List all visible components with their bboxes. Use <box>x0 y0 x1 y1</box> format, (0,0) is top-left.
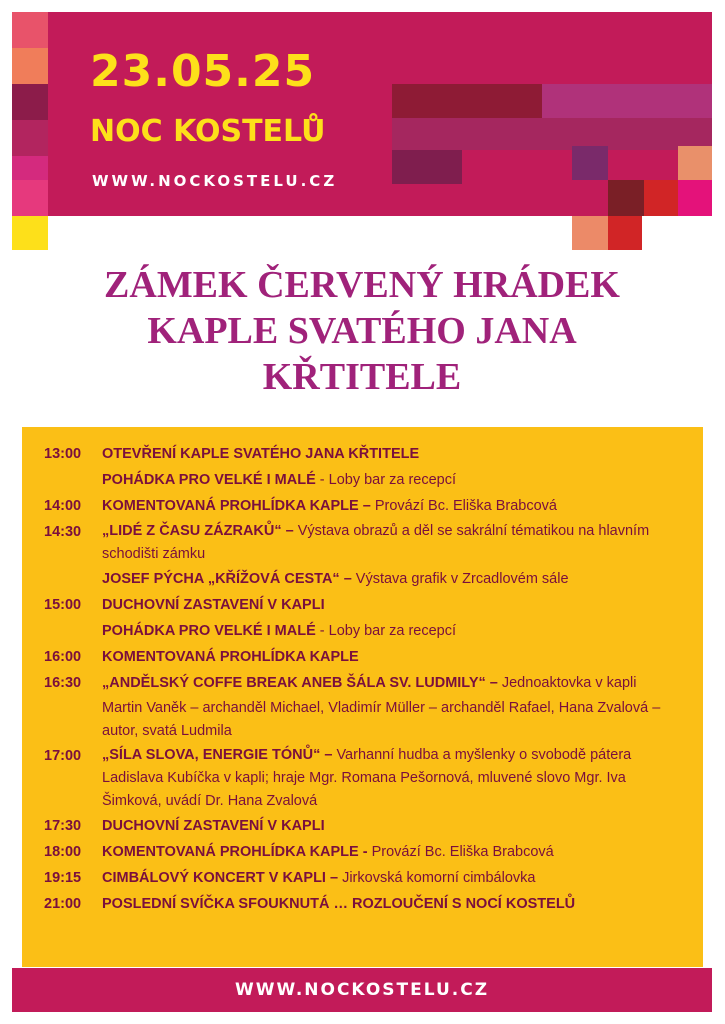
program-row <box>22 839 703 865</box>
header-banner <box>12 12 712 216</box>
program-entry <box>102 743 703 813</box>
program-desc: Provází Bc. Eliška Brabcová <box>370 498 557 514</box>
program-title: POSLEDNÍ SVÍČKA SFOUKNUTÁ … ROZLOUČENÍ S NOCÍ KOSTELŮ <box>102 896 576 912</box>
program-row <box>22 467 703 493</box>
program-title: KOMENTOVANÁ PROHLÍDKA KAPLE - <box>102 844 368 860</box>
mosaic-tile <box>678 146 712 180</box>
program-entry <box>102 670 703 696</box>
program-desc: Martin Vaněk – archanděl Michael, Vladimír Müller – archanděl Rafael, Hana Zvalová – autor, svatá Ludmila <box>102 700 661 739</box>
program-row <box>22 891 703 917</box>
program-entry <box>102 467 703 493</box>
program-time: 15:00 <box>44 597 82 613</box>
mosaic-tile <box>608 180 644 216</box>
program-row <box>22 566 703 592</box>
program-row <box>22 865 703 891</box>
program-panel <box>22 427 703 967</box>
program-time: 17:30 <box>44 818 82 834</box>
program-time: 14:00 <box>44 498 82 514</box>
program-list <box>22 441 703 917</box>
mosaic-tile <box>12 120 48 156</box>
mosaic-tile <box>392 118 712 150</box>
mosaic-tile <box>12 216 48 250</box>
mosaic-tile <box>392 150 462 184</box>
program-entry <box>102 618 703 644</box>
program-row <box>22 813 703 839</box>
program-entry <box>102 566 703 592</box>
program-title: DUCHOVNÍ ZASTAVENÍ V KAPLI <box>102 818 325 834</box>
mosaic-tile <box>12 12 48 48</box>
mosaic-tile <box>608 216 642 250</box>
program-row <box>22 441 703 467</box>
program-title: CIMBÁLOVÝ KONCERT V KAPLI – <box>102 870 339 886</box>
footer-url-link[interactable]: WWW.NOCKOSTELU.CZ <box>234 980 490 1000</box>
program-title: KOMENTOVANÁ PROHLÍDKA KAPLE – <box>102 498 371 514</box>
program-desc: Varhanní hudba a myšlenky o svobodě pátera Ladislava Kubíčka v kapli; hraje Mgr. Romana Pešornová, mluvené slovo Mgr. Iva Šimková, uvádí Dr. Hana Zvalová <box>102 747 632 809</box>
program-entry <box>102 839 703 865</box>
program-entry <box>102 592 703 618</box>
program-title: „ANDĚLSKÝ COFFE BREAK ANEB ŠÁLA SV. LUDMILY“ – <box>102 675 498 691</box>
program-time: 21:00 <box>44 896 82 912</box>
mosaic-tile <box>678 180 712 216</box>
mosaic-tile <box>12 48 48 84</box>
program-time: 16:30 <box>44 675 82 691</box>
event-date: 23.05.25 <box>90 46 316 97</box>
program-row <box>22 592 703 618</box>
program-entry <box>102 519 703 566</box>
program-time: 13:00 <box>44 446 82 462</box>
program-row <box>22 644 703 670</box>
program-row <box>22 696 703 743</box>
venue-line: KŘTITELE <box>262 356 462 398</box>
program-time: 19:15 <box>44 870 82 886</box>
program-desc: - Loby bar za recepcí <box>315 623 457 639</box>
mosaic-tile <box>542 84 712 118</box>
mosaic-tile <box>12 84 48 120</box>
program-title: POHÁDKA PRO VELKÉ I MALÉ <box>102 623 316 639</box>
program-desc: - Loby bar za recepcí <box>315 472 457 488</box>
program-entry <box>102 865 703 891</box>
program-row <box>22 519 703 566</box>
mosaic-tile <box>644 180 678 216</box>
venue-line: ZÁMEK ČERVENÝ HRÁDEK <box>104 264 620 306</box>
program-desc: Jirkovská komorní cimbálovka <box>338 870 536 886</box>
program-desc: Provází Bc. Eliška Brabcová <box>367 844 554 860</box>
mosaic-tile <box>12 156 48 180</box>
program-title: KOMENTOVANÁ PROHLÍDKA KAPLE <box>102 649 359 665</box>
program-title: „LIDÉ Z ČASU ZÁZRAKŮ“ – <box>102 523 294 539</box>
header-url: WWW.NOCKOSTELU.CZ <box>92 172 338 190</box>
program-title: „SÍLA SLOVA, ENERGIE TÓNŮ“ – <box>102 747 333 763</box>
program-entry <box>102 813 703 839</box>
program-row <box>22 743 703 813</box>
program-title: DUCHOVNÍ ZASTAVENÍ V KAPLI <box>102 597 325 613</box>
program-entry <box>102 493 703 519</box>
program-entry <box>102 891 703 917</box>
program-row <box>22 493 703 519</box>
program-title: POHÁDKA PRO VELKÉ I MALÉ <box>102 472 316 488</box>
footer-banner <box>12 968 712 1012</box>
mosaic-tile <box>572 216 608 250</box>
event-title: NOC KOSTELŮ <box>90 114 326 149</box>
program-desc: Výstava obrazů a děl se sakrální tématikou na hlavním schodišti zámku <box>102 523 650 562</box>
program-time: 17:00 <box>44 748 82 764</box>
mosaic-tile <box>572 146 608 180</box>
program-entry <box>102 441 703 467</box>
program-entry <box>102 696 703 743</box>
program-desc: Výstava grafik v Zrcadlovém sále <box>351 571 569 587</box>
program-time: 18:00 <box>44 844 82 860</box>
mosaic-tile <box>12 180 48 216</box>
venue-heading <box>22 262 702 400</box>
program-title: OTEVŘENÍ KAPLE SVATÉHO JANA KŘTITELE <box>102 446 420 462</box>
venue-line: KAPLE SVATÉHO JANA <box>147 310 577 352</box>
program-entry <box>102 644 703 670</box>
program-row <box>22 670 703 696</box>
program-row <box>22 618 703 644</box>
program-time: 14:30 <box>44 524 82 540</box>
program-title: JOSEF PÝCHA „KŘÍŽOVÁ CESTA“ – <box>102 571 352 587</box>
program-desc: Jednoaktovka v kapli <box>497 675 637 691</box>
program-time: 16:00 <box>44 649 82 665</box>
mosaic-tile <box>392 84 542 118</box>
